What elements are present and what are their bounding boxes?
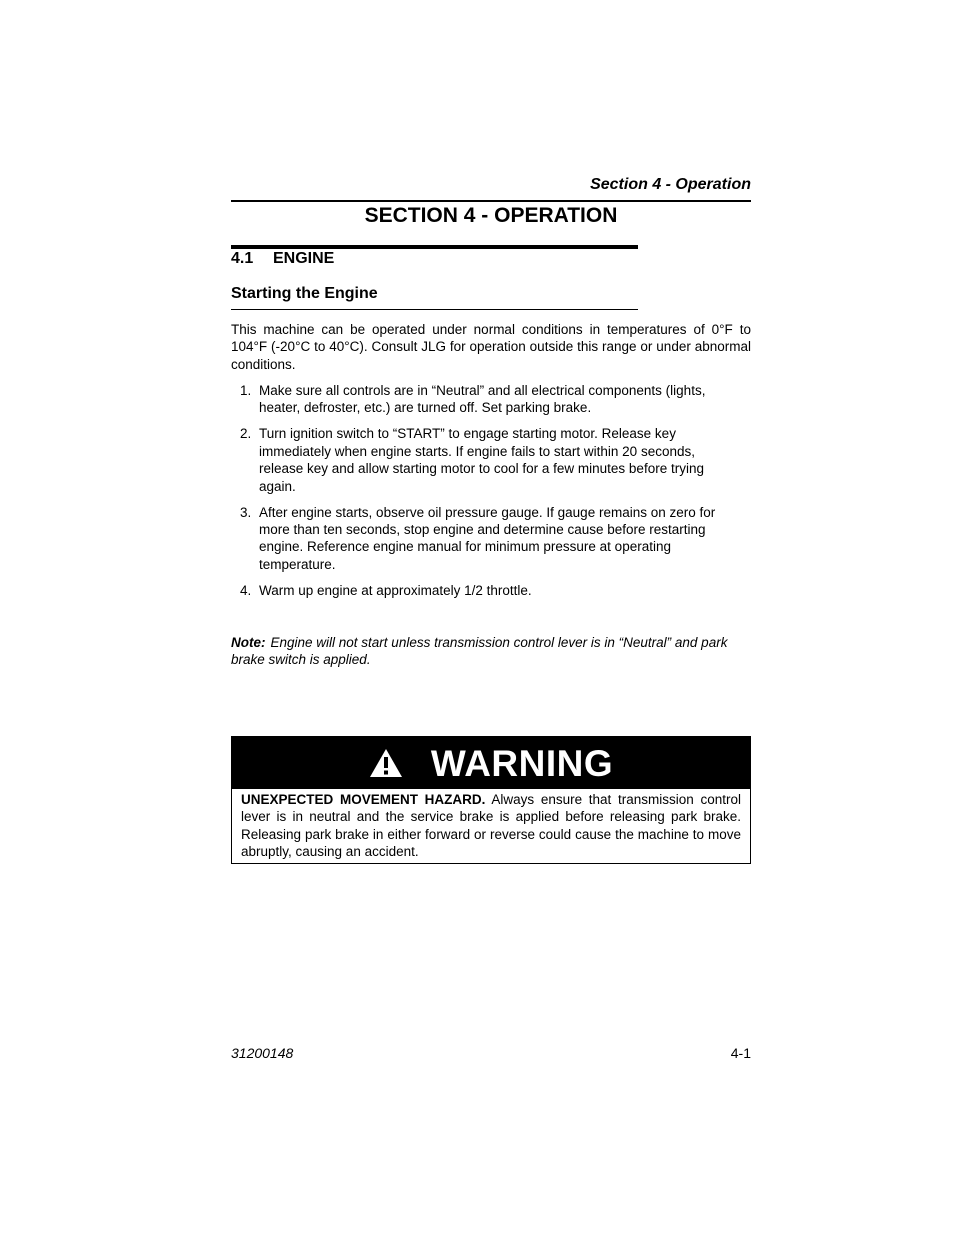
note-text: Engine will not start unless transmission control lever is in “Neutral” and park brake switch is applied. <box>231 635 728 668</box>
page-number: 4-1 <box>730 1045 751 1061</box>
step-number: 2. <box>240 426 252 442</box>
steps-list <box>231 382 751 608</box>
header-rule <box>231 200 751 202</box>
list-item <box>231 382 737 417</box>
list-item <box>231 504 737 574</box>
note <box>231 634 751 669</box>
step-text: Make sure all controls are in “Neutral” and all electrical components (lights, heater, defroster, etc.) are turned off. Set parking brake. <box>259 383 706 416</box>
title-rule <box>231 245 638 249</box>
warning-text <box>232 789 750 861</box>
list-item <box>231 582 737 599</box>
warning-box <box>231 736 751 864</box>
warning-heading: WARNING <box>430 742 614 784</box>
running-header: Section 4 - Operation <box>590 176 751 193</box>
intro-paragraph: This machine can be operated under normal conditions in temperatures of 0°F to 104°F (-20°C to 40°C). Consult JLG for operation outside this range or under abnormal conditions. <box>231 322 751 372</box>
subsection-number: 4.1 <box>231 250 254 267</box>
subsection-heading <box>231 250 334 268</box>
section-title: SECTION 4 - OPERATION <box>364 204 618 227</box>
step-text: Turn ignition switch to “START” to engage starting motor. Release key immediately when engine starts. If engine fails to start within 20 seconds, release key and allow starting motor to cool for a few minutes before trying again. <box>259 426 704 494</box>
hazard-label: UNEXPECTED MOVEMENT HAZARD. <box>241 792 486 807</box>
step-text: Warm up engine at approximately 1/2 throttle. <box>259 582 532 598</box>
subsection-title: ENGINE <box>273 250 335 267</box>
warning-triangle-icon <box>369 748 403 778</box>
step-number: 1. <box>240 383 252 398</box>
topic-heading: Starting the Engine <box>231 285 378 302</box>
warning-banner <box>232 737 750 789</box>
step-number: 4. <box>240 582 252 598</box>
topic-rule <box>231 309 638 310</box>
doc-number: 31200148 <box>231 1045 294 1061</box>
warning-body: Always ensure that transmission control lever is in neutral and the service brake is applied before releasing park brake. Releasing park brake in either forward or reverse could cause the machine to move abruptly, causing an accident. <box>241 792 741 860</box>
note-label: Note: <box>231 635 266 650</box>
list-item <box>231 425 737 495</box>
step-number: 3. <box>240 504 252 520</box>
step-text: After engine starts, observe oil pressure gauge. If gauge remains on zero for more than ten seconds, stop engine and determine cause before restarting engine. Reference engine manual for minimum pressure at operating temperature. <box>259 504 716 572</box>
